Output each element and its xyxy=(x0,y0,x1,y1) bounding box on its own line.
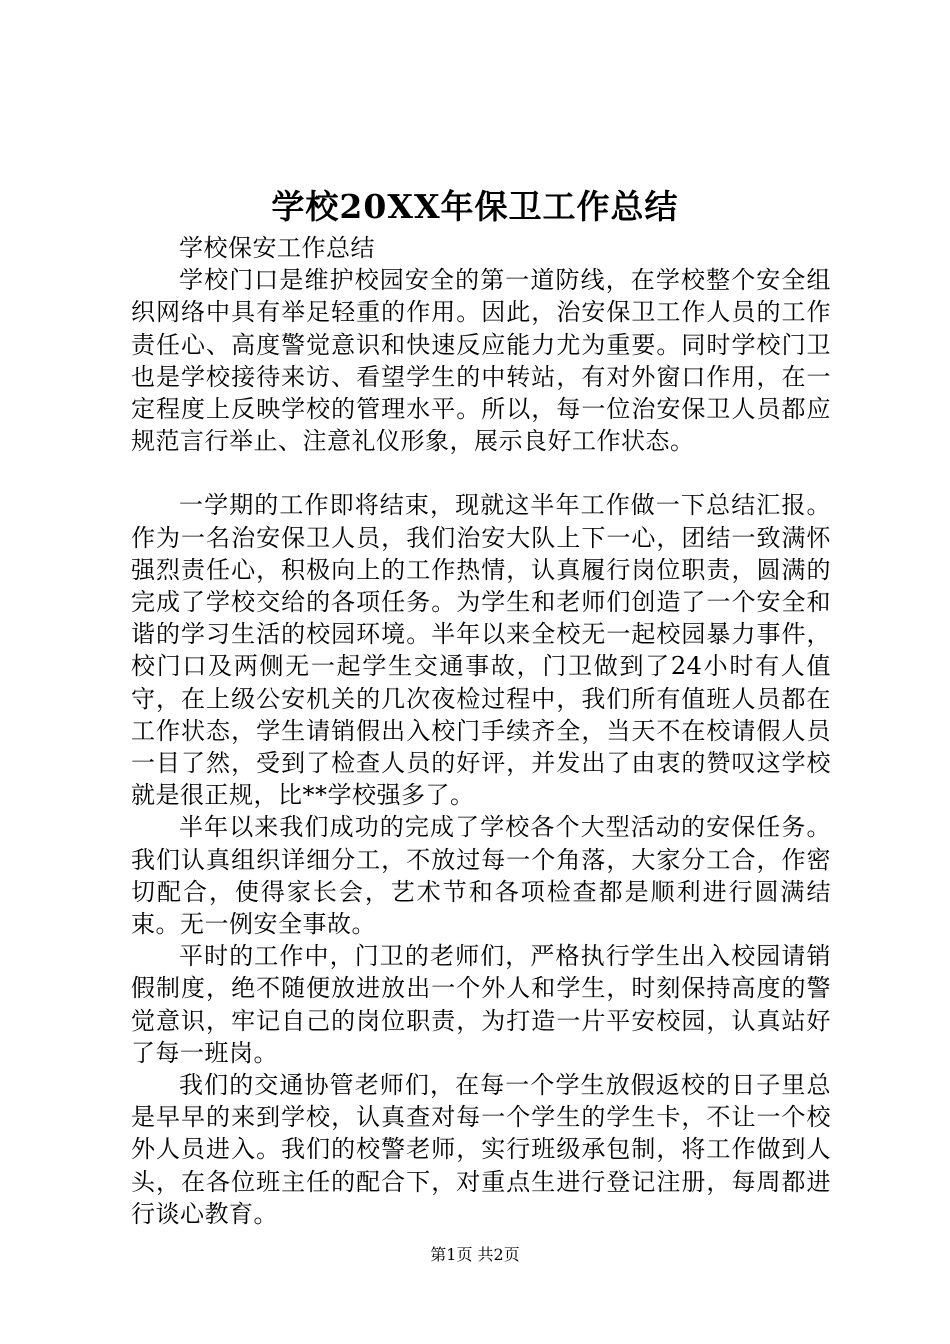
body-paragraph: 一学期的工作即将结束，现就这半年工作做一下总结汇报。作为一名治安保卫人员，我们治安大队上下一心，团结一致满怀强烈责任心，积极向上的工作热情，认真履行岗位职责，圆满的完成了学校交给的各项任务。为学生和老师们创造了一个安全和谐的学习生活的校园环境。半年以来全校无一起校园暴力事件，校门口及两侧无一起学生交通事故，门卫做到了24小时有人值守，在上级公安机关的几次夜检过程中，我们所有值班人员都在工作状态，学生请销假出入校门手续齐全，当天不在校请假人员一目了然，受到了检查人员的好评，并发出了由衷的赞叹这学校就是很正规，比**学校强多了。 xyxy=(131,491,831,810)
document-body xyxy=(131,232,831,1230)
body-paragraph: 我们的交通协管老师们，在每一个学生放假返校的日子里总是早早的来到学校，认真查对每一个学生的学生卡，不让一个校外人员进入。我们的校警老师，实行班级承包制，将工作做到人头，在各位班主任的配合下，对重点生进行登记注册，每周都进行谈心教育。 xyxy=(131,1071,831,1228)
body-paragraph: 平时的工作中，门卫的老师们，严格执行学生出入校园请销假制度，绝不随便放进放出一个外人和学生，时刻保持高度的警觉意识，牢记自己的岗位职责，为打造一片平安校园，认真站好了每一班岗。 xyxy=(131,942,831,1067)
section-heading: 学校保安工作总结 xyxy=(179,234,375,262)
body-paragraph: 学校门口是维护校园安全的第一道防线，在学校整个安全组织网络中具有举足轻重的作用。因此，治安保卫工作人员的工作责任心、高度警觉意识和快速反应能力尤为重要。同时学校门卫也是学校接待来访、看望学生的中转站，有对外窗口作用，在一定程度上反映学校的管理水平。所以，每一位治安保卫人员都应规范言行举止、注意礼仪形象，展示良好工作状态。 xyxy=(131,266,831,456)
document-title: 学校20XX年保卫工作总结 xyxy=(271,187,679,226)
page-number: 第1页 共2页 xyxy=(430,1245,520,1264)
body-paragraph: 半年以来我们成功的完成了学校各个大型活动的安保任务。我们认真组织详细分工，不放过每一个角落，大家分工合，作密切配合，使得家长会，艺术节和各项检查都是顺利进行圆满结束。无一例安全事故。 xyxy=(131,813,831,939)
